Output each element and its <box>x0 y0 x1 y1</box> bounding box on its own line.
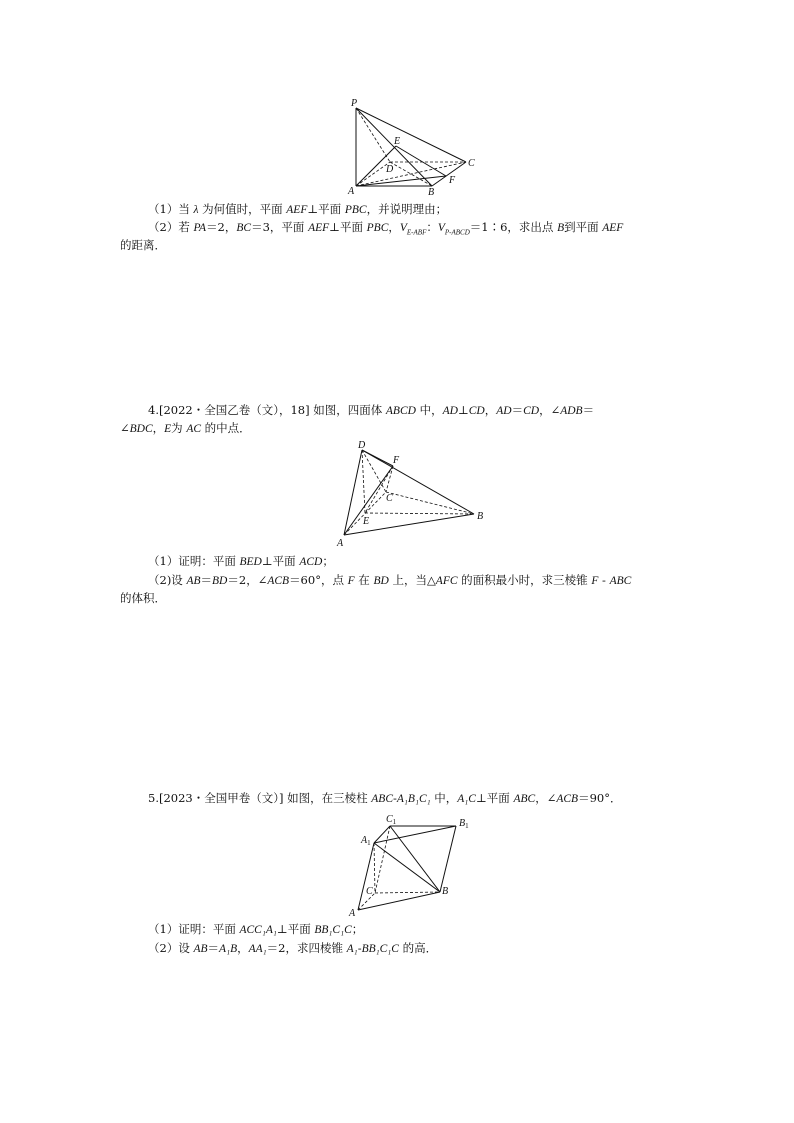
q5-label-A: A <box>349 908 356 919</box>
q4-part2-cont: 的体积． <box>120 591 166 605</box>
q4-part2: （2)设 AB＝BD＝2，∠ACB＝60°，点 F 在 BD 上，当△AFC 的面积最小时，求三棱锥 F - ABC <box>148 573 632 587</box>
q5-part2: （2）设 AB＝A₁B，AA₁＝2，求四棱锥 A₁-BB₁C₁C 的高． <box>148 941 438 955</box>
q4-label-E: E <box>363 516 370 527</box>
q3-label-B: B <box>428 187 435 198</box>
q5-label-B1: $B_1$ <box>459 818 469 830</box>
q4-label-C: C <box>386 493 393 504</box>
q5-label-B: B <box>442 886 449 897</box>
q4-label-B: B <box>477 511 484 522</box>
q5-part1: （1）证明：平面 ACC₁A₁⊥平面 BB₁C₁C； <box>148 922 364 936</box>
q3-label-A: A <box>348 186 355 197</box>
q3-label-F: F <box>449 175 456 186</box>
q3-part2: （2）若 PA＝2，BC＝3，平面 AEF⊥平面 PBC，$V_{E-ABF}$：$V_{P-ABCD}=1∶6$，求出点 B到平面 AEF <box>148 220 624 237</box>
q4-stem-cont: ∠BDC，E为 AC 的中点． <box>120 421 251 435</box>
q5-label-C: C <box>366 886 373 897</box>
q3-label-P: P <box>351 98 358 109</box>
q3-label-E: E <box>394 136 401 147</box>
q4-stem: 4.[2022・全国乙卷（文），18] 如图，四面体 ABCD 中，AD⊥CD，AD＝CD，∠ADB＝ <box>148 403 595 417</box>
q4-label-F: F <box>393 455 400 466</box>
q3-label-C: C <box>468 158 475 169</box>
q5-label-A1: $A_1$ <box>361 835 371 847</box>
q4-label-A: A <box>337 538 344 549</box>
q3-part2-cont: 的距离． <box>120 238 166 252</box>
q5-stem: 5.[2023・全国甲卷（文）] 如图，在三棱柱 ABC-A₁B₁C₁ 中，A₁C⊥平面 ABC，∠ACB＝90°． <box>148 791 622 805</box>
q5-label-C1: $C_1$ <box>386 814 397 826</box>
q4-part1: （1）证明：平面 BED⊥平面 ACD； <box>148 554 334 568</box>
q3-label-D: D <box>386 164 394 175</box>
q3-part1: （1）当 λ 为何值时，平面 AEF⊥平面 PBC，并说明理由； <box>148 202 448 216</box>
q4-label-D: D <box>358 440 366 451</box>
